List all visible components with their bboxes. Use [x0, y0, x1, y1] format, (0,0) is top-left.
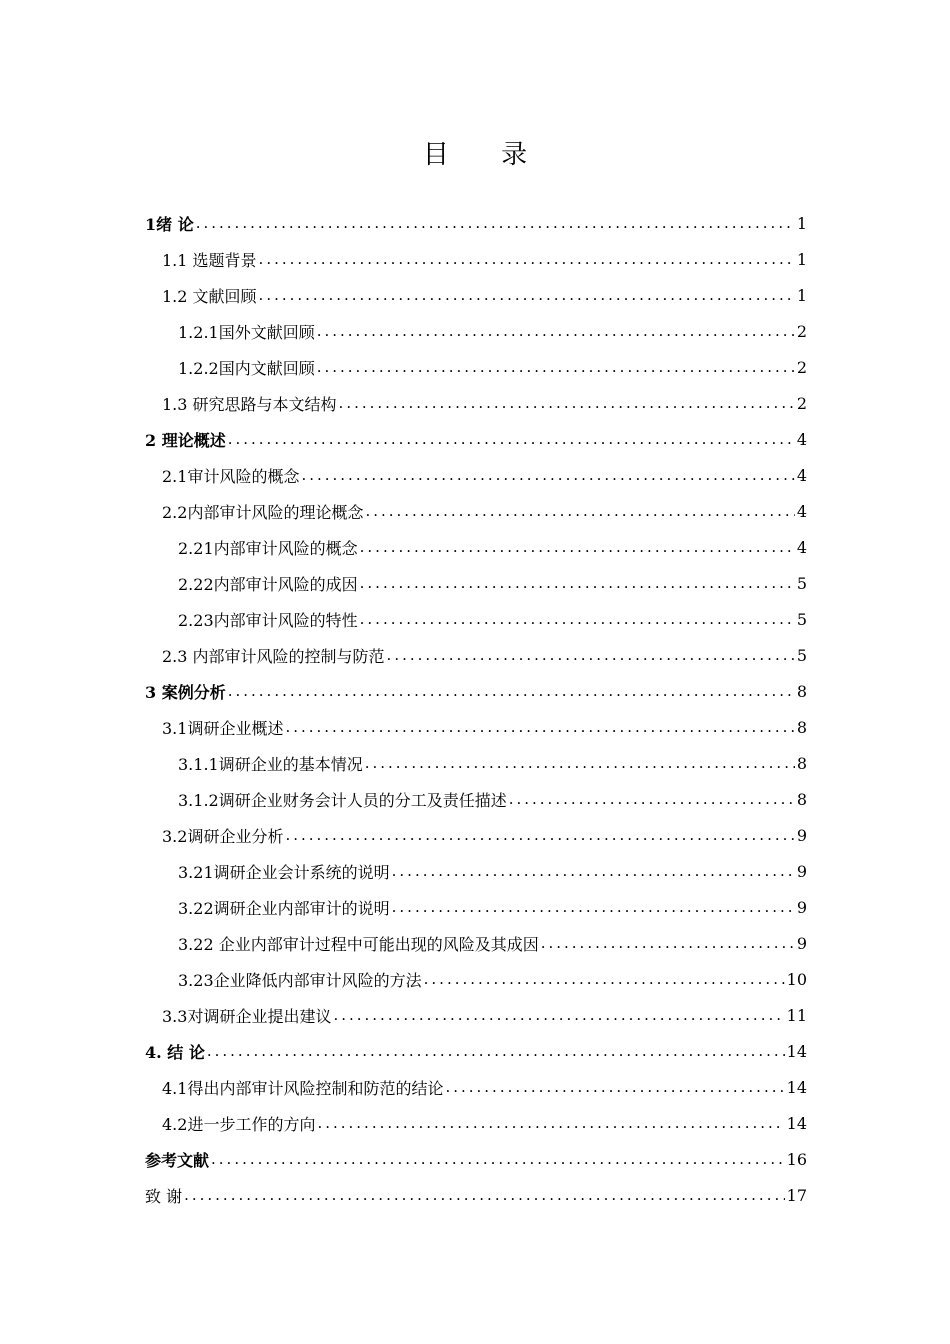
- toc-title: 目 录: [422, 140, 550, 170]
- toc-entry[interactable]: [145, 1105, 807, 1141]
- toc-entry[interactable]: [145, 601, 807, 637]
- toc-entry-label: 1.2.2国内文献回顾: [178, 358, 315, 378]
- toc-entry-page-number: 4: [796, 501, 807, 521]
- toc-leader-dots: [365, 754, 795, 772]
- toc-entry-label: 3.1调研企业概述: [162, 718, 284, 738]
- toc-entry-label: 2 理论概述: [145, 430, 226, 450]
- toc-entry-label: 3.22调研企业内部审计的说明: [178, 898, 390, 918]
- toc-leader-dots: [424, 970, 785, 988]
- toc-entry-page-number: 8: [796, 753, 807, 773]
- toc-entry[interactable]: [145, 277, 807, 313]
- toc-leader-dots: [360, 538, 795, 556]
- toc-entry-page-number: 9: [796, 825, 807, 845]
- toc-entry-label: 3.3对调研企业提出建议: [162, 1006, 332, 1026]
- toc-entry-page-number: 5: [796, 573, 807, 593]
- toc-leader-dots: [285, 826, 794, 844]
- toc-entry[interactable]: [145, 961, 807, 997]
- toc-entry-page-number: 9: [796, 897, 807, 917]
- toc-entry-label: 3.22 企业内部审计过程中可能出现的风险及其成因: [178, 934, 539, 954]
- toc-entry-label: 3.2调研企业分析: [162, 826, 284, 846]
- toc-leader-dots: [285, 718, 794, 736]
- toc-entry-label: 3.21调研企业会计系统的说明: [178, 862, 390, 882]
- toc-leader-dots: [339, 394, 795, 412]
- toc-entry-page-number: 9: [796, 933, 807, 953]
- toc-entry-page-number: 4: [796, 537, 807, 557]
- toc-entry-page-number: 14: [786, 1113, 807, 1133]
- toc-entry-label: 1.2.1国外文献回顾: [178, 322, 315, 342]
- toc-entry[interactable]: [145, 241, 807, 277]
- toc-entry[interactable]: [145, 781, 807, 817]
- toc-leader-dots: [211, 1150, 785, 1168]
- toc-leader-dots: [317, 358, 795, 376]
- toc-leader-dots: [392, 862, 795, 880]
- toc-entry-page-number: 2: [796, 321, 807, 341]
- toc-entry-page-number: 2: [796, 357, 807, 377]
- toc-leader-dots: [228, 682, 795, 700]
- toc-entry-page-number: 1: [796, 213, 807, 233]
- toc-entry-page-number: 4: [796, 465, 807, 485]
- toc-entry[interactable]: [145, 673, 807, 709]
- toc-entry-page-number: 11: [786, 1005, 807, 1025]
- toc-entry-label: 1.1 选题背景: [162, 250, 257, 270]
- toc-entry[interactable]: [145, 313, 807, 349]
- toc-leader-dots: [184, 1186, 785, 1204]
- toc-leader-dots: [301, 466, 794, 484]
- toc-entry-label: 3 案例分析: [145, 682, 226, 702]
- toc-entry-label: 2.23内部审计风险的特性: [178, 610, 358, 630]
- toc-entry-page-number: 14: [786, 1077, 807, 1097]
- toc-entry-label: 3.23企业降低内部审计风险的方法: [178, 970, 422, 990]
- toc-leader-dots: [365, 502, 794, 520]
- toc-entry-label: 3.1.1调研企业的基本情况: [178, 754, 363, 774]
- toc-leader-dots: [509, 790, 795, 808]
- toc-entry[interactable]: [145, 493, 807, 529]
- toc-leader-dots: [360, 574, 795, 592]
- toc-entry[interactable]: [145, 925, 807, 961]
- toc-entry[interactable]: [145, 421, 807, 457]
- toc-entry-page-number: 4: [796, 429, 807, 449]
- toc-entry[interactable]: [145, 889, 807, 925]
- toc-entry-label: 1绪 论: [145, 214, 194, 234]
- toc-leader-dots: [207, 1042, 785, 1060]
- toc-entry[interactable]: [145, 817, 807, 853]
- toc-entry[interactable]: [145, 637, 807, 673]
- toc-entry-label: 1.3 研究思路与本文结构: [162, 394, 337, 414]
- toc-entry[interactable]: [145, 1033, 807, 1069]
- toc-entry-page-number: 5: [796, 645, 807, 665]
- toc-entry[interactable]: [145, 997, 807, 1033]
- toc-entry-page-number: 14: [786, 1041, 807, 1061]
- toc-entry[interactable]: [145, 1069, 807, 1105]
- toc-entry[interactable]: [145, 457, 807, 493]
- toc-entry[interactable]: [145, 1141, 807, 1177]
- toc-leader-dots: [228, 430, 795, 448]
- toc-leader-dots: [333, 1006, 784, 1024]
- toc-leader-dots: [317, 1114, 784, 1132]
- toc-entry-page-number: 5: [796, 609, 807, 629]
- toc-entry-page-number: 8: [796, 681, 807, 701]
- toc-entry-page-number: 1: [796, 285, 807, 305]
- toc-entry-label: 2.1审计风险的概念: [162, 466, 300, 486]
- toc-leader-dots: [196, 214, 795, 232]
- toc-entry-label: 4. 结 论: [145, 1042, 205, 1062]
- toc-entry-page-number: 1: [796, 249, 807, 269]
- toc-leader-dots: [360, 610, 795, 628]
- toc-entry-page-number: 9: [796, 861, 807, 881]
- toc-entry-page-number: 16: [786, 1149, 807, 1169]
- toc-entry[interactable]: [145, 529, 807, 565]
- toc-entry[interactable]: [145, 745, 807, 781]
- toc-leader-dots: [445, 1078, 784, 1096]
- toc-entry-page-number: 8: [796, 717, 807, 737]
- toc-leader-dots: [387, 646, 795, 664]
- toc-leader-dots: [392, 898, 795, 916]
- table-of-contents: [145, 205, 807, 1213]
- toc-entry-label: 2.22内部审计风险的成因: [178, 574, 358, 594]
- toc-entry-label: 4.2进一步工作的方向: [162, 1114, 316, 1134]
- toc-leader-dots: [317, 322, 795, 340]
- toc-entry-label: 致 谢: [145, 1186, 183, 1206]
- toc-entry-label: 2.21内部审计风险的概念: [178, 538, 358, 558]
- toc-entry-label: 参考文献: [145, 1150, 210, 1170]
- toc-entry-page-number: 8: [796, 789, 807, 809]
- toc-entry[interactable]: [145, 709, 807, 745]
- toc-entry-page-number: 10: [786, 969, 807, 989]
- toc-leader-dots: [541, 934, 795, 952]
- toc-entry-label: 3.1.2调研企业财务会计人员的分工及责任描述: [178, 790, 507, 810]
- toc-entry-page-number: 17: [786, 1185, 807, 1205]
- toc-entry-label: 1.2 文献回顾: [162, 286, 257, 306]
- toc-entry[interactable]: [145, 349, 807, 385]
- toc-entry[interactable]: [145, 853, 807, 889]
- toc-entry[interactable]: [145, 565, 807, 601]
- toc-leader-dots: [259, 286, 795, 304]
- toc-entry-label: 4.1得出内部审计风险控制和防范的结论: [162, 1078, 444, 1098]
- toc-entry[interactable]: [145, 205, 807, 241]
- toc-entry-label: 2.2内部审计风险的理论概念: [162, 502, 364, 522]
- toc-leader-dots: [259, 250, 795, 268]
- toc-entry[interactable]: [145, 1177, 807, 1213]
- toc-entry-page-number: 2: [796, 393, 807, 413]
- toc-entry[interactable]: [145, 385, 807, 421]
- toc-entry-label: 2.3 内部审计风险的控制与防范: [162, 646, 385, 666]
